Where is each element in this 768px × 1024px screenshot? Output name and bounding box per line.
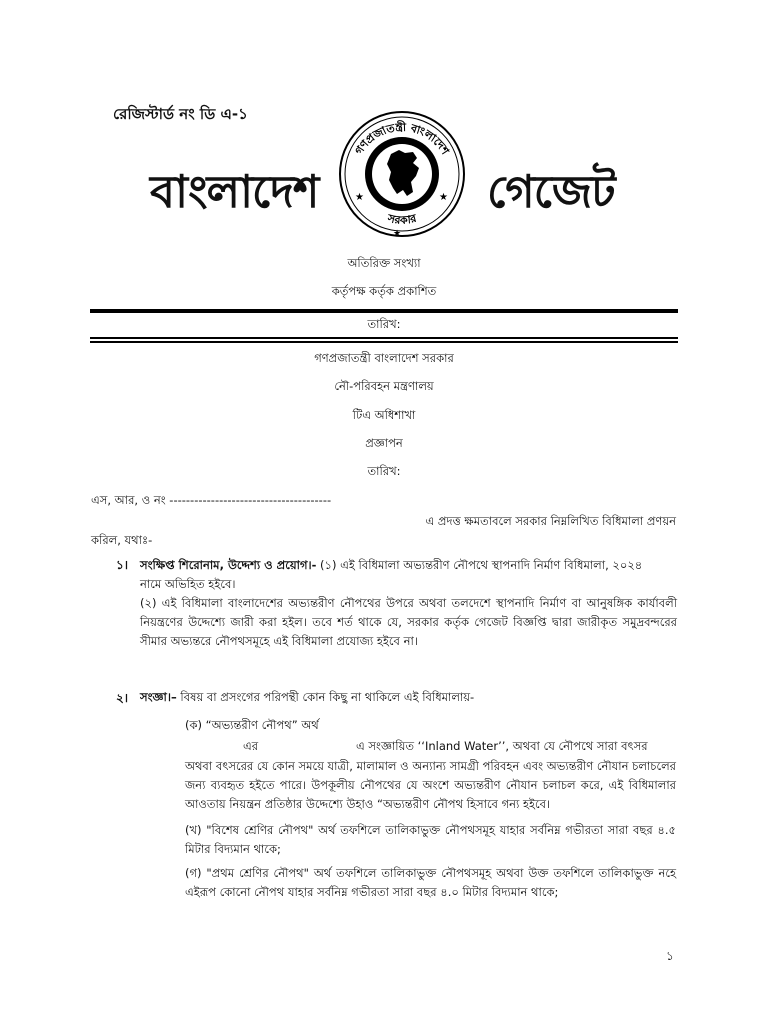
gazette-title-bangladesh: বাংলাদেশ [150, 165, 319, 218]
sro-number: এস, আর, ও নং --------------------------------------- [91, 493, 332, 507]
star-icon: ★ [355, 192, 364, 203]
section-2-heading: সংজ্ঞা।– [140, 690, 177, 704]
header-date-label: তারিখ: [367, 317, 401, 331]
preamble-left: করিল, যথাঃ- [91, 533, 153, 547]
section-1-line1: (১) এই বিধিমালা অভ্যন্তরীণ নৌপথে স্থাপনাদি নির্মাণ বিধিমালা, ২০২৪ [320, 558, 643, 572]
section-2-intro-line [140, 688, 677, 707]
section-1 [140, 556, 677, 651]
ministry-name: নৌ-পরিবহন মন্ত্রণালয় [334, 379, 434, 393]
notification-date-label: তারিখ: [367, 464, 401, 478]
extra-issue: অতিরিক্ত সংখ্যা [347, 256, 421, 270]
header-rule-thin-1 [90, 337, 678, 339]
section-2-intro: বিষয় বা প্রসংগের পরিপন্থী কোন কিছু না থাকিলে এই বিধিমালায়- [180, 690, 475, 704]
star-icon: ★ [393, 229, 402, 239]
seal-bottom-text: সরকার [386, 211, 418, 227]
svg-text:সরকার [385, 211, 418, 227]
branch-name: টিএ অধিশাখা [352, 408, 416, 422]
gazette-title-gazette: গেজেট [487, 165, 615, 218]
published-by: কর্তৃপক্ষ কর্তৃক প্রকাশিত [331, 284, 437, 298]
def-a-er: এর [243, 739, 259, 753]
government-name: গণপ্রজাতন্ত্রী বাংলাদেশ সরকার [314, 351, 454, 365]
notification-heading: প্রজ্ঞাপন [365, 436, 403, 450]
def-b: (খ) "বিশেষ শ্রেণির নৌপথ" অর্থ তফশিলে তালিকাভুক্ত নৌপথসমূহ যাহার সর্বনিম্ন গভীরতা সারা বছর ৪.৫ মিটার বিদ্যমান থাকে; [185, 823, 676, 856]
registration-number: রেজিস্টার্ড নং ডি এ-১ [113, 105, 248, 123]
header-rule-thin-2 [90, 341, 678, 343]
def-c: (গ) "প্রথম শ্রেণির নৌপথ" অর্থ তফশিলে তালিকাভুক্ত নৌপথসমূহ অথবা উক্ত তফশিলে তালিকাভুক্ত নহে এইরূপ কোনো নৌপথ যাহার সর্বনিম্ন গভীরতা সারা বছর ৪.০ মিটার বিদ্যমান থাকে; [185, 866, 676, 899]
section-1-para2: (২) এই বিধিমালা বাংলাদেশের অভ্যন্তরীণ নৌপথের উপরে অথবা তলদেশে স্থাপনাদি নির্মাণ বা আনুষঙ্গিক কার্যাবলী নিয়ন্ত্রণের উদ্দেশ্যে জারী করা হইল। তবে শর্ত থাকে যে, সরকার কর্তৃক গেজেট বিজ্ঞপ্তি দ্বারা জারীকৃত সমুদ্রবন্দরের সীমার অভ্যন্তরে নৌপথসমূহে এই বিধিমালা প্রযোজ্য হইবে না। [140, 596, 677, 648]
section-2-number: ২। [116, 691, 129, 705]
section-1-heading: সংক্ষিপ্ত শিরোনাম, উদ্দেশ্য ও প্রয়োগ।- [140, 558, 317, 572]
def-a-title: (ক) “অভ্যন্তরীণ নৌপথ” অর্থ [185, 718, 319, 732]
section-1-number: ১। [116, 558, 129, 572]
page-number: ১ [666, 949, 674, 963]
header-rule-thick [90, 309, 678, 313]
seal-top-text: গণপ্রজাতন্ত্রী বাংলাদেশ [352, 120, 452, 157]
government-seal [333, 108, 471, 240]
def-a-body: অথবা বৎসরের যে কোন সময়ে যাত্রী, মালামাল ও অন্যান্য সামগ্রী পরিবহন এবং অভ্যন্তরীণ নৌযান চলাচলের জন্য ব্যবহৃত হইতে পারে। উপকূলীয় নৌপথের যে অংশে অভ্যন্তরীণ নৌযান চলাচল করে, এই বিধিমালার আওতায় নিয়ন্ত্রন প্রতিষ্ঠার উদ্দেশ্যে উহাও “অভ্যন্তরীণ নৌপথ হিসাবে গন্য হইবে। [185, 759, 676, 811]
preamble-right: এ প্রদত্ত ক্ষমতাবলে সরকার নিম্নলিখিত বিধিমালা প্রণয়ন [425, 514, 676, 528]
section-1-line2: নামে অভিহিত হইবে। [140, 577, 236, 591]
star-icon: ★ [439, 192, 448, 203]
def-a-line2: এ সংজ্ঞায়িত ‘‘Inland Water’’, অথবা যে নৌপথে সারা বৎসর [356, 739, 648, 753]
